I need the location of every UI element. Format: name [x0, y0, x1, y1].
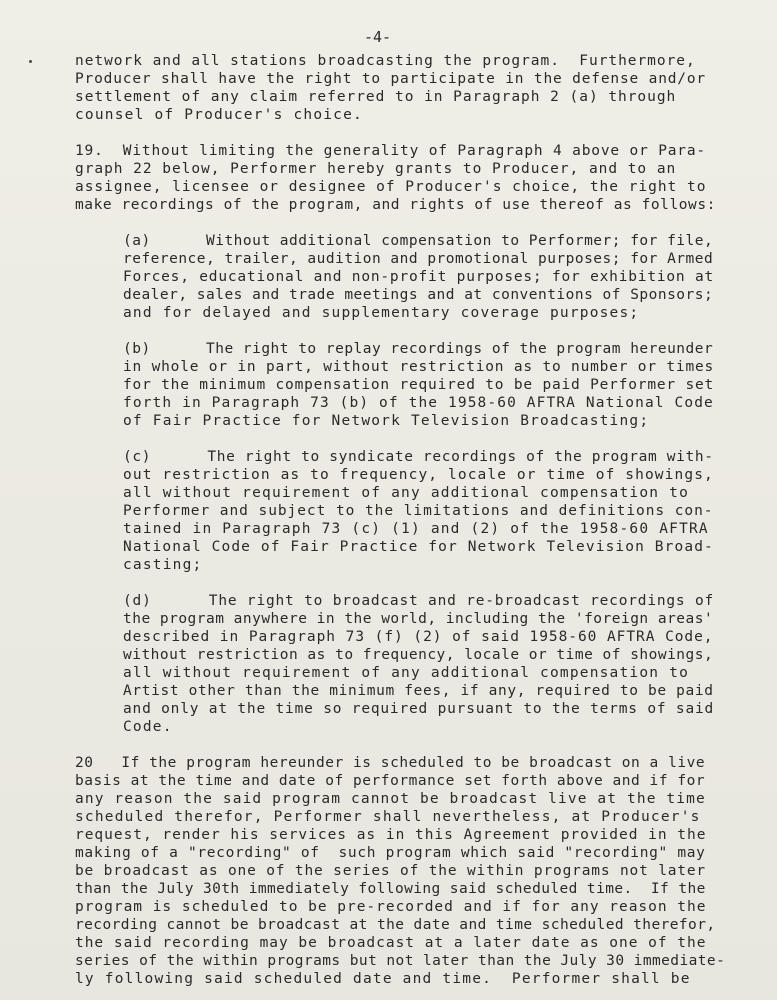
- text-line: recording cannot be broadcast at the date and time scheduled therefor,: [75, 917, 716, 933]
- text-line: Performer and subject to the limitations and definitions con-: [123, 503, 714, 519]
- text-line: graph 22 below, Performer hereby grants to Producer, and to an: [75, 161, 677, 177]
- text-line: casting;: [123, 557, 203, 573]
- text-line: in whole or in part, without restriction as to number or times: [123, 359, 715, 375]
- text-line: 20 If the program hereunder is scheduled to be broadcast on a live: [75, 755, 706, 771]
- text-line: the program anywhere in the world, including the 'foreign areas': [123, 611, 714, 627]
- text-line: make recordings of the program, and rights of use thereof as follows:: [75, 197, 716, 213]
- text-line: series of the within programs but not later than the July 30 immediate-: [75, 953, 726, 969]
- paper-speck: [29, 60, 32, 63]
- text-line: 19. Without limiting the generality of Paragraph 4 above or Para-: [75, 143, 706, 159]
- text-line: described in Paragraph 73 (f) (2) of said 1958-60 AFTRA Code,: [123, 629, 714, 645]
- text-line: (b) The right to replay recordings of the program hereunder: [123, 341, 714, 357]
- text-line: request, render his services as in this Agreement provided in the: [75, 827, 707, 843]
- text-line: (c) The right to syndicate recordings of the program with-: [123, 449, 714, 465]
- page-number: -4-: [364, 28, 392, 46]
- text-line: Forces, educational and non-profit purposes; for exhibition at: [123, 269, 715, 285]
- text-line: and only at the time so required pursuant to the terms of said: [123, 701, 715, 717]
- text-line: program is scheduled to be pre-recorded and if for any reason the: [75, 899, 707, 915]
- text-line: Producer shall have the right to participate in the defense and/or: [75, 71, 706, 87]
- text-line: any reason the said program cannot be broadcast live at the time: [75, 791, 706, 807]
- text-line: dealer, sales and trade meetings and at conventions of Sponsors;: [123, 287, 714, 303]
- text-line: (d) The right to broadcast and re-broadcast recordings of: [123, 593, 715, 609]
- text-line: Artist other than the minimum fees, if any, required to be paid: [123, 683, 714, 699]
- text-line: the said recording may be broadcast at a later date as one of the: [75, 935, 707, 951]
- text-line: for the minimum compensation required to be paid Performer set: [123, 377, 715, 393]
- text-line: and for delayed and supplementary coverage purposes;: [123, 305, 640, 321]
- text-line: ly following said scheduled date and time. Performer shall be: [75, 971, 691, 987]
- text-line: than the July 30th immediately following said scheduled time. If the: [75, 881, 706, 897]
- text-line: all without requirement of any additional compensation to: [123, 485, 689, 501]
- text-line: scheduled therefor, Performer shall nevertheless, at Producer's: [75, 809, 701, 825]
- text-line: reference, trailer, audition and promotional purposes; for Armed: [123, 251, 714, 267]
- text-line: making of a "recording" of such program which said "recording" may: [75, 845, 706, 861]
- text-line: be broadcast as one of the series of the within programs not later: [75, 863, 706, 879]
- text-line: (a) Without additional compensation to Performer; for file,: [123, 233, 714, 249]
- text-line: settlement of any claim referred to in Paragraph 2 (a) through: [75, 89, 677, 105]
- text-line: assignee, licensee or designee of Producer's choice, the right to: [75, 179, 707, 195]
- text-line: all without requirement of any additional compensation to: [123, 665, 689, 681]
- text-line: out restriction as to frequency, locale or time of showings,: [123, 467, 714, 483]
- text-line: network and all stations broadcasting the program. Furthermore,: [75, 53, 696, 69]
- text-line: National Code of Fair Practice for Network Television Broad-: [123, 539, 714, 555]
- text-line: Code.: [123, 719, 173, 735]
- text-line: forth in Paragraph 73 (b) of the 1958-60 AFTRA National Code: [123, 395, 714, 411]
- text-line: tained in Paragraph 73 (c) (1) and (2) of the 1958-60 AFTRA: [123, 521, 709, 537]
- text-line: without restriction as to frequency, locale or time of showings,: [123, 647, 714, 663]
- text-line: basis at the time and date of performance set forth above and if for: [75, 773, 706, 789]
- text-line: of Fair Practice for Network Television Broadcasting;: [123, 413, 650, 429]
- text-line: counsel of Producer's choice.: [75, 107, 363, 123]
